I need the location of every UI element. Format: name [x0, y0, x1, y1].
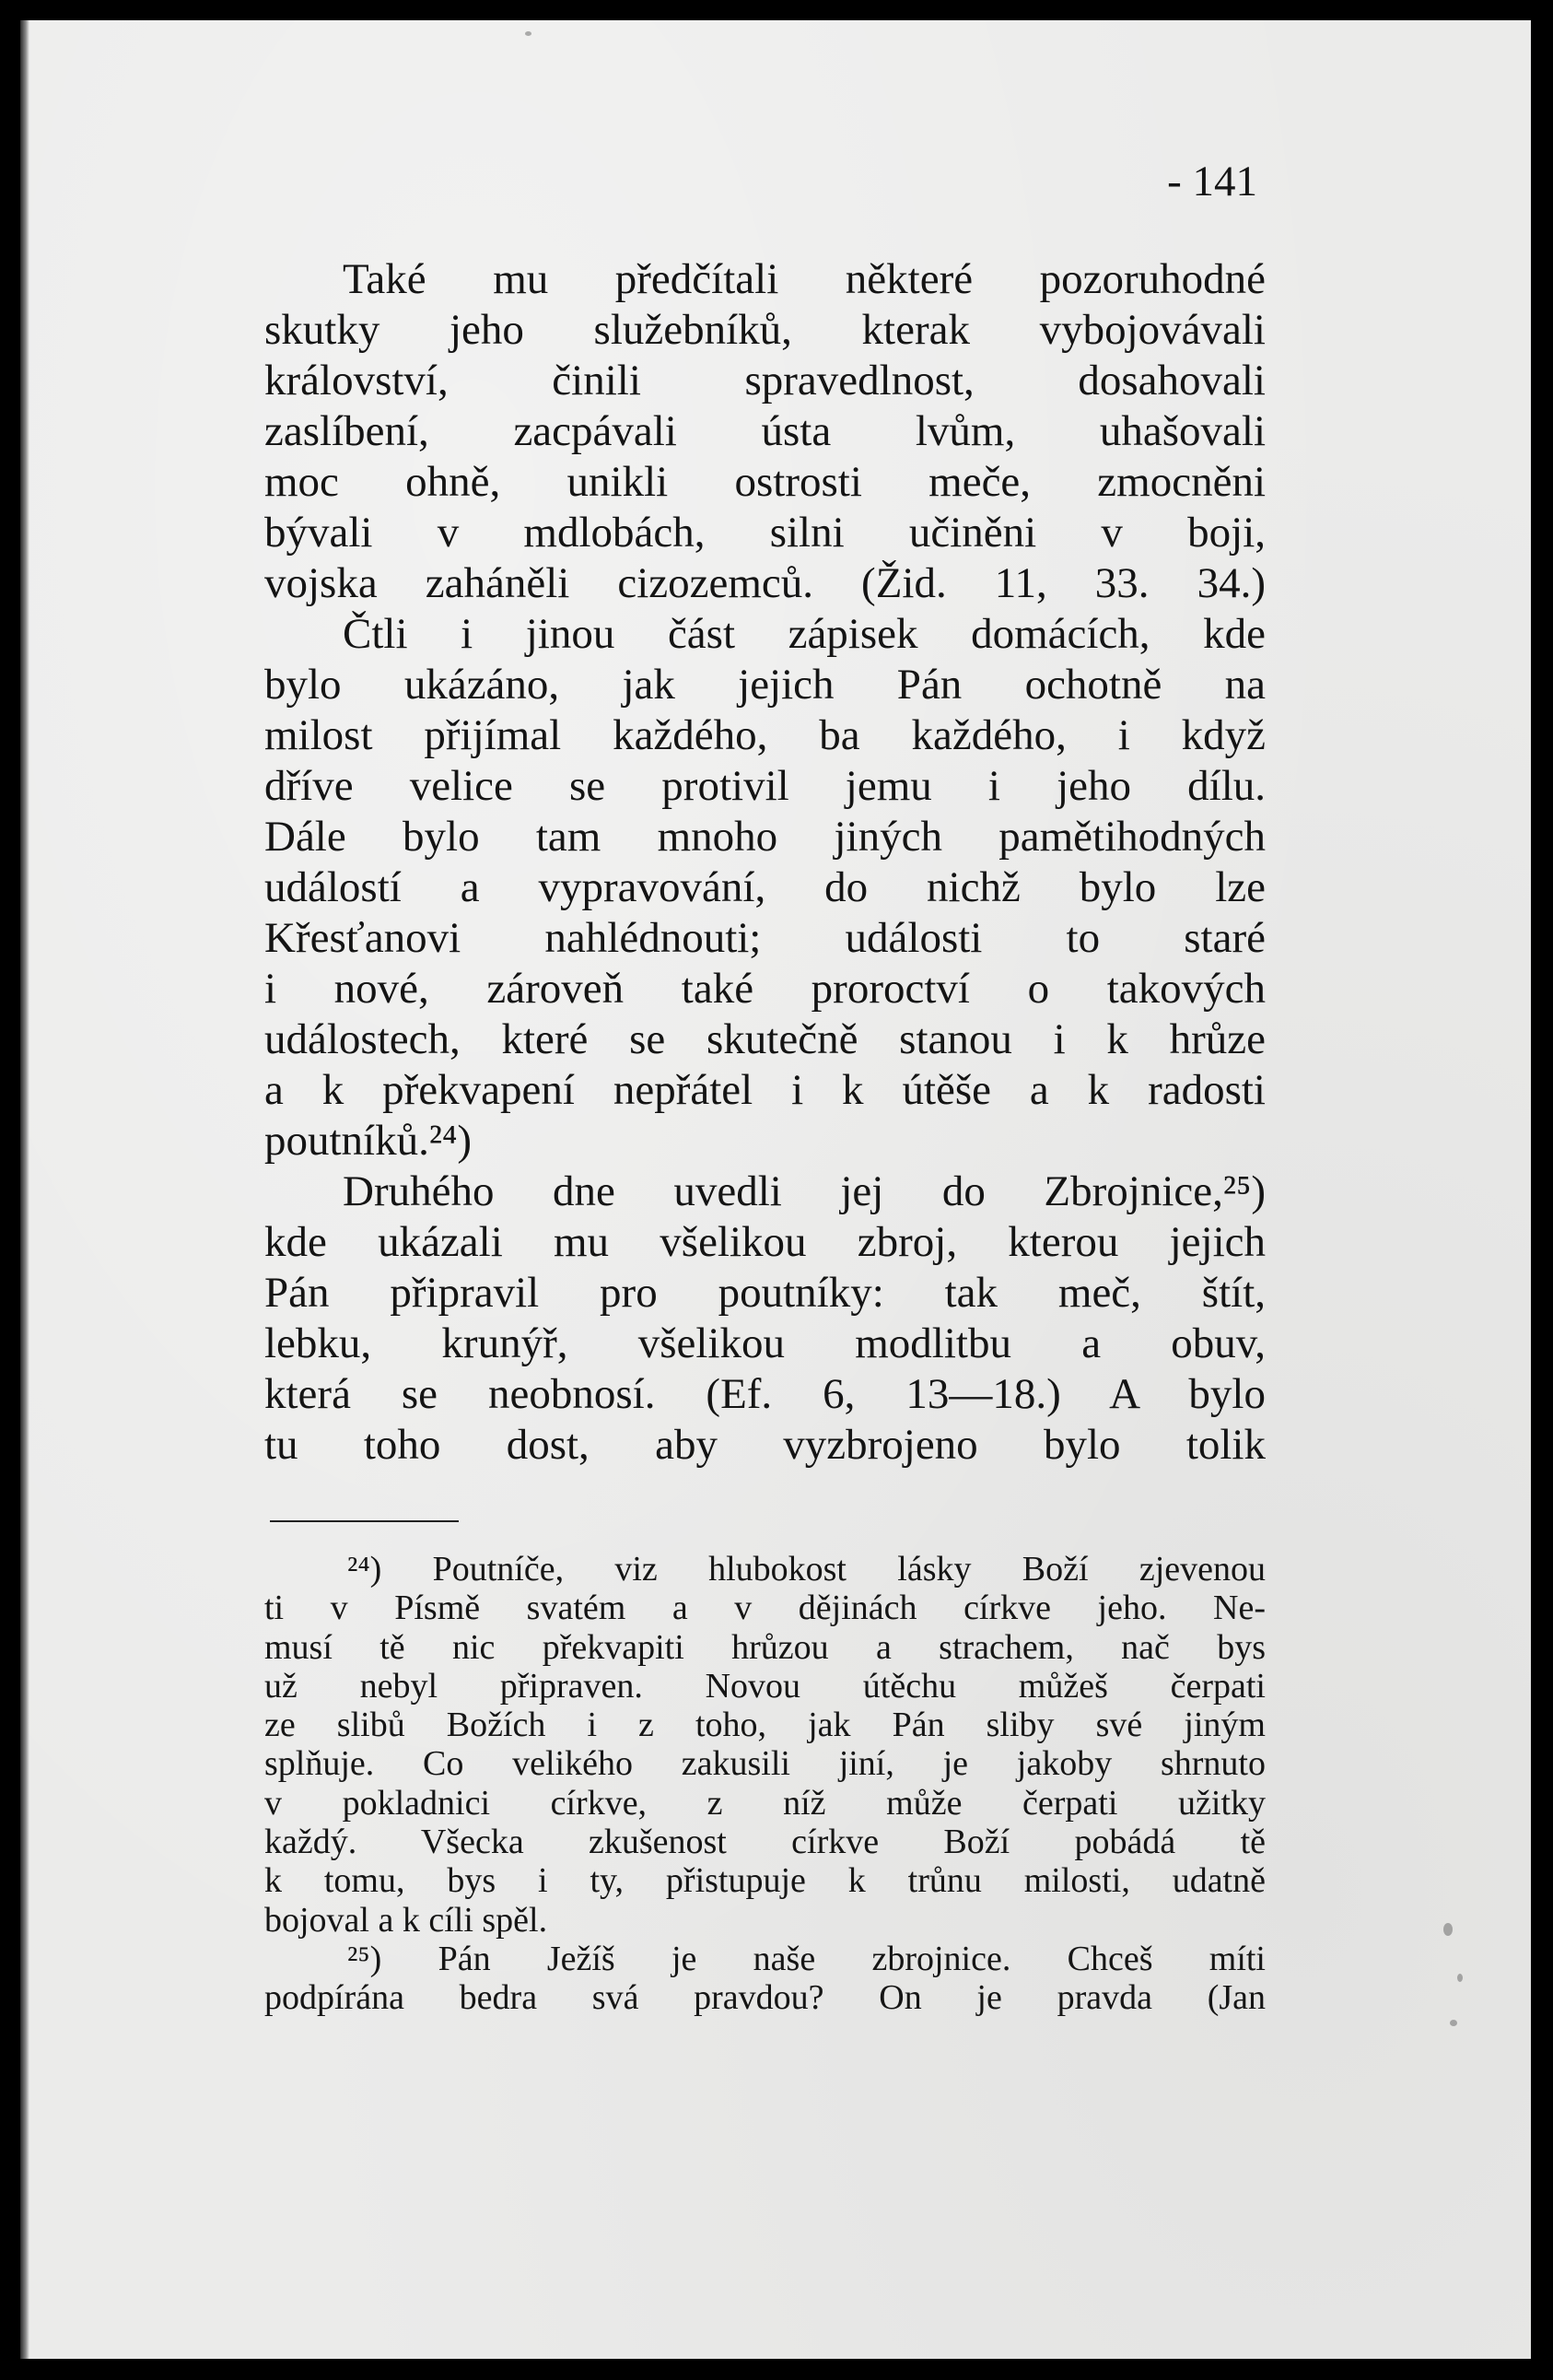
- text-line: dříve velice se protivil jemu i jeho dílu.: [264, 762, 1266, 810]
- paper-speck: [1443, 1923, 1453, 1936]
- footnote-line: ²⁴) Poutníče, viz hlubokost lásky Boží zjevenou: [347, 1550, 1266, 1589]
- text-line: moc ohně, unikli ostrosti meče, zmocněni: [264, 458, 1266, 506]
- paper-speck: [1450, 2020, 1457, 2026]
- text-line: zaslíbení, zacpávali ústa lvům, uhašovali: [264, 407, 1266, 455]
- binding-edge: [20, 20, 29, 2359]
- text-line: milost přijímal každého, ba každého, i když: [264, 711, 1266, 759]
- footnote-line: ²⁵) Pán Ježíš je naše zbrojnice. Chceš míti: [347, 1939, 1266, 1978]
- text-line: událostí a vypravování, do nichž bylo lze: [264, 863, 1266, 911]
- page-number: - 141: [1167, 158, 1257, 205]
- text-line: a k překvapení nepřátel i k útěše a k radosti: [264, 1066, 1266, 1114]
- footnote-line: ze slibů Božích i z toho, jak Pán sliby své jiným: [264, 1706, 1266, 1745]
- text-line: Druhého dne uvedli jej do Zbrojnice,²⁵): [343, 1167, 1266, 1215]
- text-line: kde ukázali mu všelikou zbroj, kterou jejich: [264, 1218, 1266, 1266]
- footnote-line: bojoval a k cíli spěl.: [264, 1900, 548, 1940]
- main-text: [264, 254, 1266, 1471]
- paper-speck: [1457, 1974, 1463, 1982]
- text-line: tu toho dost, aby vyzbrojeno bylo tolik: [264, 1421, 1266, 1469]
- text-line: lebku, krunýř, všelikou modlitbu a obuv,: [264, 1319, 1266, 1367]
- text-line: která se neobnosí. (Ef. 6, 13—18.) A bylo: [264, 1370, 1266, 1418]
- text-line: Čtli i jinou část zápisek domácích, kde: [343, 610, 1266, 658]
- footnotes: [264, 1550, 1266, 2018]
- footnote-line: splňuje. Co velikého zakusili jiní, je jakoby shrnuto: [264, 1744, 1266, 1784]
- footnote-line: v pokladnici církve, z níž může čerpati užitky: [264, 1783, 1266, 1823]
- footnote-line: každý. Všecka zkušenost církve Boží pobádá tě: [264, 1823, 1266, 1862]
- footnote-line: už nebyl připraven. Novou útěchu můžeš čerpati: [264, 1666, 1266, 1706]
- footnote-line: podpírána bedra svá pravdou? On je pravda (Jan: [264, 1978, 1266, 2018]
- text-line: Křesťanovi nahlédnouti; události to staré: [264, 914, 1266, 962]
- text-line: skutky jeho služebníků, kterak vybojovávali: [264, 306, 1266, 354]
- paper-speck: [525, 31, 531, 36]
- text-line: poutníků.²⁴): [264, 1117, 472, 1165]
- text-line: Pán připravil pro poutníky: tak meč, štít,: [264, 1269, 1266, 1317]
- text-line: vojska zaháněli cizozemců. (Žid. 11, 33. 34.): [264, 559, 1266, 607]
- text-line: Také mu předčítali některé pozoruhodné: [343, 255, 1266, 303]
- footnote-line: musí tě nic překvapiti hrůzou a strachem, nač bys: [264, 1627, 1266, 1667]
- text-line: bylo ukázáno, jak jejich Pán ochotně na: [264, 661, 1266, 709]
- footnote-separator: [270, 1520, 459, 1522]
- text-line: i nové, zároveň také proroctví o takových: [264, 965, 1266, 1013]
- text-line: Dále bylo tam mnoho jiných pamětihodných: [264, 813, 1266, 861]
- text-line: událostech, které se skutečně stanou i k hrůze: [264, 1015, 1266, 1063]
- text-line: bývali v mdlobách, silni učiněni v boji,: [264, 509, 1266, 557]
- footnote-line: k tomu, bys i ty, přistupuje k trůnu milosti, udatně: [264, 1861, 1266, 1901]
- text-line: království, činili spravedlnost, dosahovali: [264, 357, 1266, 404]
- footnote-line: ti v Písmě svatém a v dějinách církve jeho. Ne-: [264, 1589, 1266, 1628]
